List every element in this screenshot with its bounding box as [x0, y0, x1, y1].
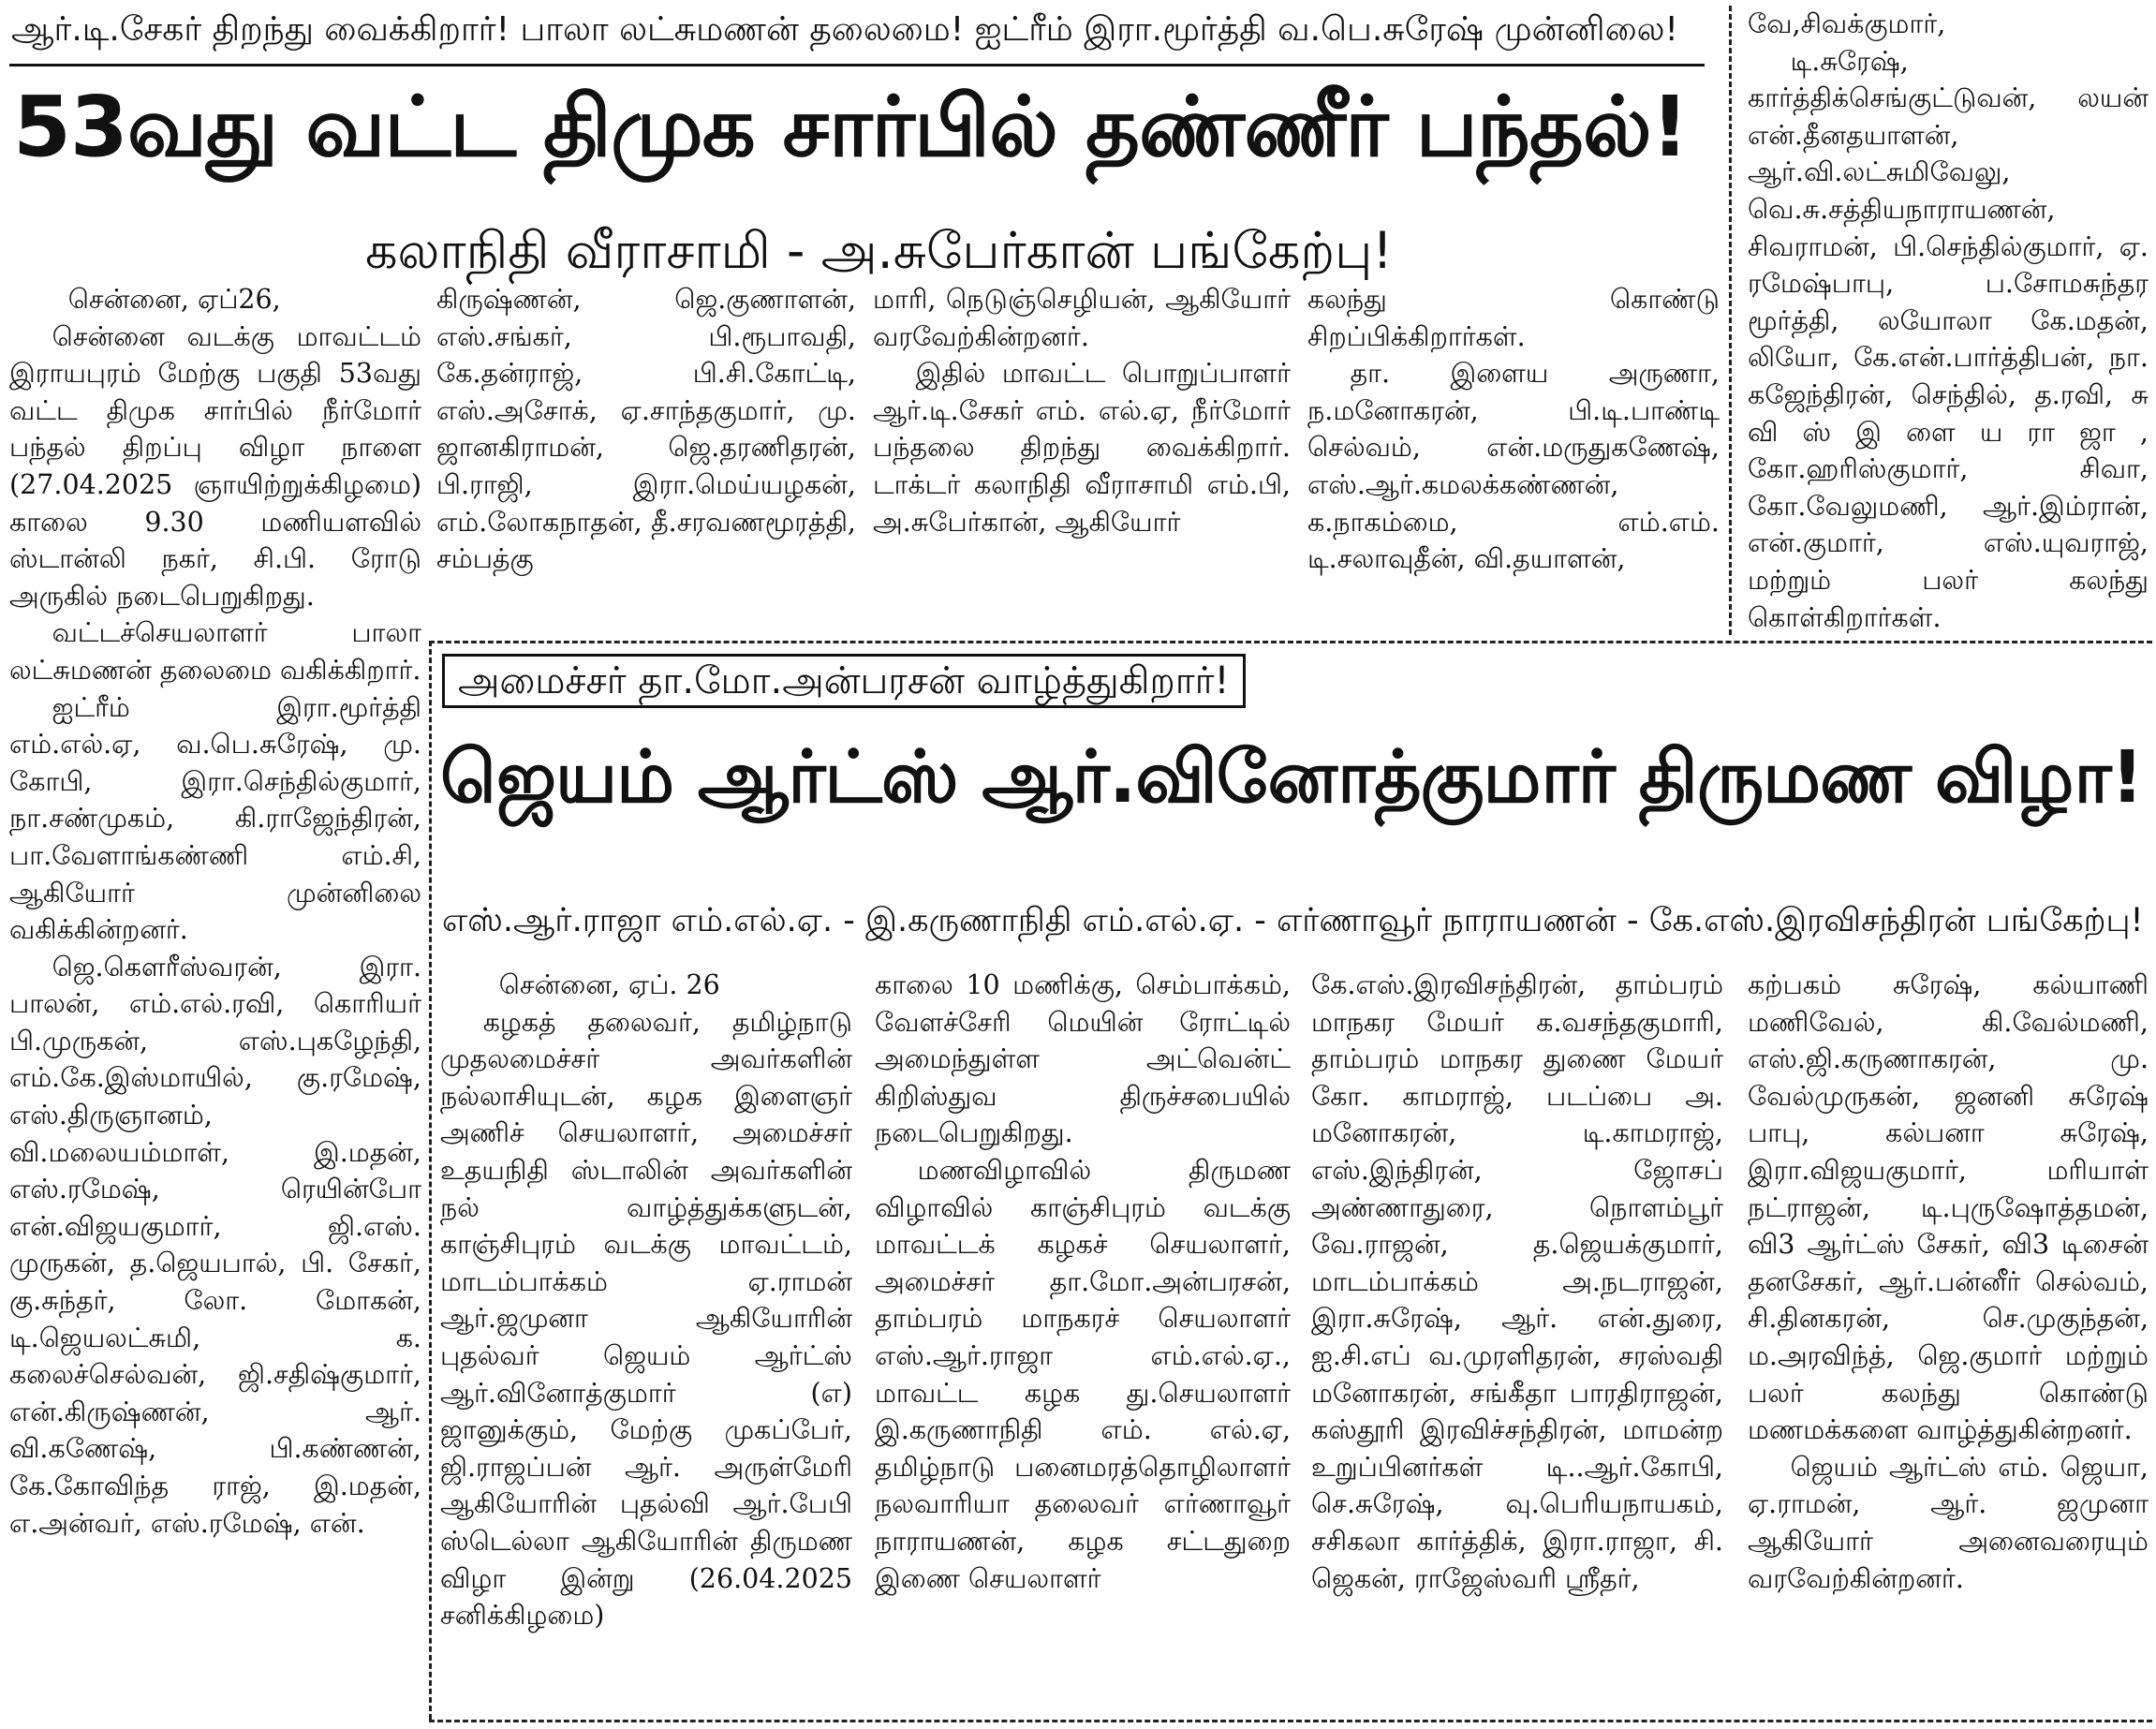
paragraph: டி.சுரேஷ், கார்த்திக்செங்குட்டுவன், லயன் என்.தீனதயாளன், ஆர்.வி.லட்சுமிவேலு, வெ.சு.சத்தியநாராயணன், சிவராமன், பி.செந்தில்குமார், ஏ. ரமேஷ்பாபு, ப.சோமசுந்தர மூர்த்தி, லயோலா கே.மதன், லியோ, கே.என்.பார்த்திபன், நா. கஜேந்திரன், செந்தில், த.ரவி, சு வி ஸ் இ ளை ய ரா ஜா , கோ.ஹரிஸ்குமார், சிவா, கோ.வேலுமணி, ஆர்.இம்ரான், என்.குமார், எஸ்.யுவராஜ், மற்றும் பலர் கலந்து கொள்கிறார்கள்.: [1748, 45, 2149, 633]
paragraph: கழகத் தலைவர், தமிழ்நாடு முதலமைச்சர் அவர்களின் நல்லாசியுடன், கழக இளைஞர் அணிச் செயலாளர், அமைச்சர் உதயநிதி ஸ்டாலின் அவர்களின் நல் வாழ்த்துக்களுடன், காஞ்சிபுரம் வடக்கு மாவட்டம், மாடம்பாக்கம் ஏ.ராமன் ஆர்.ஜமுனா ஆகியோரின் புதல்வர் ஜெயம் ஆர்ட்ஸ் ஆர்.வினோத்குமார் (எ) ஜானுக்கும், மேற்கு முகப்பேர், ஜி.ராஜப்பன் ஆர். அருள்மேரி ஆகியோரின் புதல்வி ஆர்.பேபி ஸ்டெல்லா ஆகியோரின் திருமண விழா இன்று (26.04.2025 சனிக்கிழமை): [440, 1006, 852, 1632]
article1-col5: [1748, 6, 2149, 633]
article2-kicker: அமைச்சர் தா.மோ.அன்பரசன் வாழ்த்துகிறார்!: [442, 654, 1246, 708]
article2-subheadline: எஸ்.ஆர்.ராஜா எம்.எல்.ஏ. - இ.கருணாநிதி எம்.எல்.ஏ. - எர்ணாவூர் நாராயணன் - கே.எஸ்.இரவிசந்திரன் பங்கேற்பு!: [442, 902, 2144, 939]
article2-col4: [1748, 967, 2149, 1716]
paragraph: காலை 10 மணிக்கு, செம்பாக்கம், வேளச்சேரி மெயின் ரோட்டில் அமைந்துள்ள அட்வென்ட் கிறிஸ்துவ திருச்சபையில் நடைபெறுகிறது.: [875, 969, 1291, 1149]
article1-kicker: ஆர்.டி.சேகர் திறந்து வைக்கிறார்! பாலா லட்சுமணன் தலைமை! ஐட்ரீம் இரா.மூர்த்தி வ.பெ.சுரேஷ் முன்னிலை!: [11, 10, 1678, 49]
article1-col2: [436, 281, 856, 632]
paragraph: ஐட்ரீம் இரா.மூர்த்தி எம்.எல்.ஏ, வ.பெ.சுரேஷ், மு. கோபி, இரா.செந்தில்குமார், நா.சண்முகம், கி.ராஜேந்திரன், பா.வேளாங்கண்ணி எம்.சி, ஆகியோர் முன்னிலை வகிக்கின்றனர்.: [9, 691, 421, 946]
article2-col1: [440, 967, 852, 1716]
paragraph: கலந்து கொண்டு சிறப்பிக்கிறார்கள்.: [1307, 284, 1720, 352]
article2-top-border: [429, 641, 2152, 643]
paragraph: ஜெயம் ஆர்ட்ஸ் எம். ஜெயா, ஏ.ராமன், ஆர். ஜமுனா ஆகியோர் அனைவரையும் வரவேற்கின்றனர்.: [1748, 1451, 2149, 1594]
paragraph: சென்னை வடக்கு மாவட்டம் இராயபுரம் மேற்கு பகுதி 53வது வட்ட திமுக சார்பில் நீர்மோர் பந்தல் திறப்பு விழா நாளை (27.04.2025 ஞாயிற்றுக்கிழமை) காலை 9.30 மணியளவில் ஸ்டான்லி நகர், சி.பி. ரோடு அருகில் நடைபெறுகிறது.: [9, 320, 421, 612]
article1-headline: 53வது வட்ட திமுக சார்பில் தண்ணீர் பந்தல்!: [13, 78, 1689, 175]
paragraph: ஜெ.கௌரீஸ்வரன், இரா. பாலன், எம்.எல்.ரவி, கொரியர் பி.முருகன், எஸ்.புகழேந்தி, எம்.கே.இஸ்மாயில், கு.ரமேஷ், எஸ்.திருஞானம், வி.மலையம்மாள், இ.மதன், எஸ்.ரமேஷ், ரெயின்போ என்.விஜயகுமார், ஜி.எஸ். முருகன், த.ஜெயபால், பி. சேகர், கு.சுந்தர், லோ. மோகன், டி.ஜெயலட்சுமி, க. கலைச்செல்வன், ஜி.சதிஷ்குமார், என்.கிருஷ்ணன், ஆர். வி.கணேஷ், பி.கண்ணன், கே.கோவிந்த ராஜ், இ.மதன், எ.அன்வர், எஸ்.ரமேஷ், என்.: [9, 951, 421, 1539]
paragraph: தா. இளைய அருணா, ந.மனோகரன், பி.டி.பாண்டி செல்வம், என்.மருதுகணேஷ், எஸ்.ஆர்.கமலக்கண்ணன், க.நாகம்மை, எம்.எம். டி.சலாவுதீன், வி.தயாளன்,: [1307, 358, 1720, 575]
paragraph: இதில் மாவட்ட பொறுப்பாளர் ஆர்.டி.சேகர் எம். எல்.ஏ, நீர்மோர் பந்தலை திறந்து வைக்கிறார். டாக்டர் கலாநிதி வீராசாமி எம்.பி, அ.சுபேர்கான், ஆகியோர்: [873, 358, 1291, 538]
dateline: சென்னை, ஏப். 26: [498, 969, 720, 1000]
dateline: சென்னை, ஏப்26,: [67, 284, 281, 315]
paragraph: வட்டச்செயலாளர் பாலா லட்சுமணன் தலைமை வகிக்கிறார்.: [9, 617, 421, 686]
article1-col3: [873, 281, 1291, 632]
paragraph: வே,சிவக்குமார்,: [1748, 8, 1946, 39]
article2-left-border: [429, 641, 432, 1720]
column-divider: [1729, 6, 1732, 635]
paragraph: கிருஷ்ணன், ஜெ.குணாளன், எஸ்.சங்கர், பி.ரூபாவதி, கே.தன்ராஜ், பி.சி.கோட்டி, எஸ்.அசோக், ஏ.சாந்தகுமார், மு. ஜானகிராமன், ஜெ.தரணிதரன், பி.ராஜி, இரா.மெய்யழகன், எம்.லோகநாதன், தீ.சரவணமூரத்தி, சம்பத்கு: [436, 284, 856, 575]
article1-col1: [9, 281, 421, 1723]
paragraph: கே.எஸ்.இரவிசந்திரன், தாம்பரம் மாநகர மேயர் க.வசந்தகுமாரி, தாம்பரம் மாநகர துணை மேயர் கோ. காமராஜ், படப்பை அ. மனோகரன், டி.காமராஜ், எஸ்.இந்திரன், ஜோசப் அண்ணாதுரை, நொளம்பூர் வே.ராஜன், த.ஜெயக்குமார், மாடம்பாக்கம் அ.நடராஜன், இரா.சுரேஷ், ஆர். என்.துரை, ஐ.சி.எப் வ.முரளிதரன், சரஸ்வதி மனோகரன், சங்கீதா பாரதிராஜன், கஸ்தூரி இரவிச்சந்திரன், மாமன்ற உறுப்பினர்கள் டி..ஆர்.கோபி, செ.சுரேஷ், வு.பெரியநாயகம், சசிகலா கார்த்திக், இரா.ராஜா, சி. ஜெகன், ராஜேஸ்வரி ஸ்ரீதர்,: [1311, 969, 1723, 1594]
article2-col2: [875, 967, 1291, 1716]
article2-col3: [1311, 967, 1723, 1716]
paragraph: மாரி, நெடுஞ்செழியன், ஆகியோர் வரவேற்கின்றனர்.: [873, 284, 1291, 352]
kicker-rule: [9, 64, 1705, 66]
paragraph: கற்பகம் சுரேஷ், கல்யாணி மணிவேல், கி.வேல்மணி, எஸ்.ஜி.கருணாகரன், மு. வேல்முருகன், ஜனனி சுரேஷ் பாபு, கல்பனா சுரேஷ், இரா.விஜயகுமார், மரியாள் நட்ராஜன், டி.புருஷோத்தமன், வி3 ஆர்ட்ஸ் சேகர், வி3 டிசைன் தனசேகர், ஆர்.பன்னீர் செல்வம், சி.தினகரன், செ.முகுந்தன், ம.அரவிந்த், ஜெ.குமார் மற்றும் பலர் கலந்து கொண்டு மணமக்களை வாழ்த்துகின்றனர்.: [1748, 969, 2149, 1446]
article1-col4: [1307, 281, 1720, 632]
article2-bottom-border: [429, 1720, 2152, 1722]
article1-subheadline: கலாநிதி வீராசாமி - அ.சுபேர்கான் பங்கேற்பு!: [365, 221, 1393, 280]
paragraph: மணவிழாவில் திருமண விழாவில் காஞ்சிபுரம் வடக்கு மாவட்டக் கழகச் செயலாளர், அமைச்சர் தா.மோ.அன்பரசன், தாம்பரம் மாநகரச் செயலாளர் எஸ்.ஆர்.ராஜா எம்.எல்.ஏ., மாவட்ட கழக து.செயலாளர் இ.கருணாநிதி எம். எல்.ஏ, தமிழ்நாடு பனைமரத்தொழிலாளர் நலவாரியா தலைவர் எர்ணாவூர் நாராயணன், கழக சட்டதுறை இணை செயலாளர்: [875, 1154, 1291, 1594]
article2-headline: ஜெயம் ஆர்ட்ஸ் ஆர்.வினோத்குமார் திருமண விழா!: [440, 736, 2143, 820]
